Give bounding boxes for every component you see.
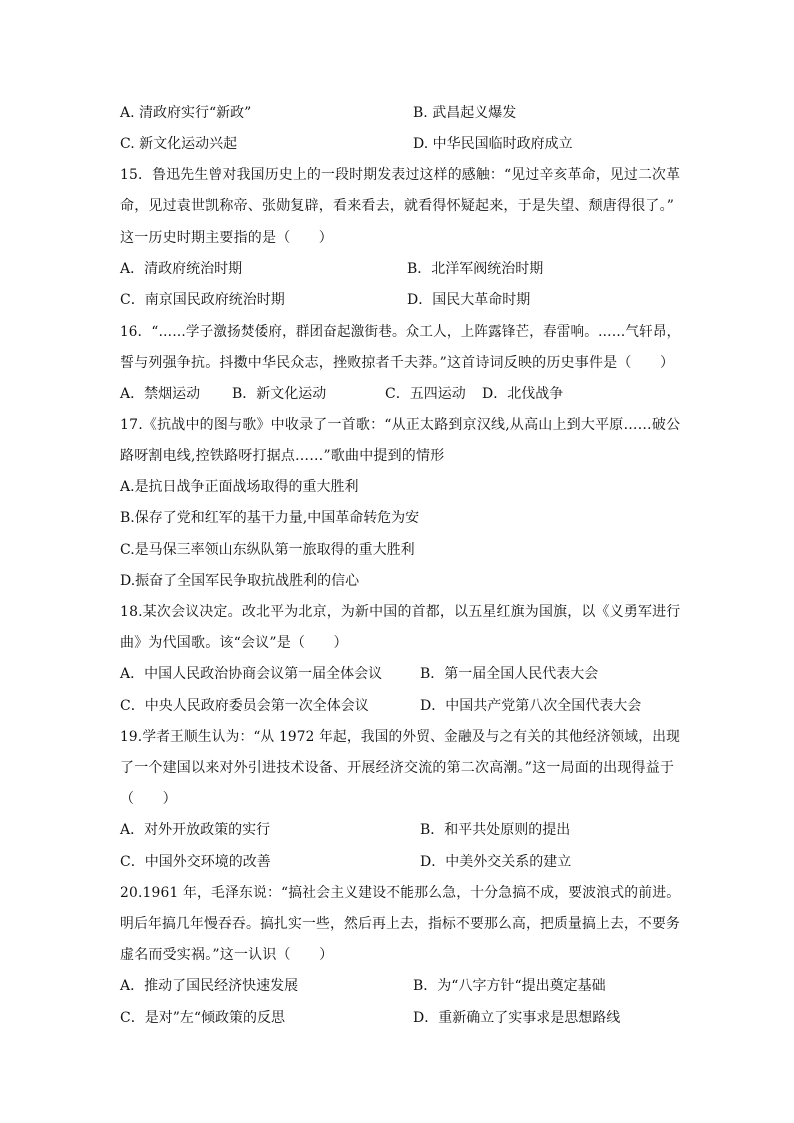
q18-option-d: D．中国共产党第八次全国代表大会 [420, 698, 642, 714]
q16-option-d: D．北伐战争 [482, 386, 564, 402]
q15-stem-line: 命，见过袁世凯称帝、张勋复辟，看来看去，就看得怀疑起来，于是失望、颓唐得很了。” [120, 198, 675, 214]
q19-stem-line: 19.学者王顺生认为：“从 1972 年起，我国的外贸、金融及与之有关的其他经济领域，出现 [120, 729, 680, 745]
q19-stem-line: （ ） [120, 791, 177, 807]
q19-option-b: B．和平共处原则的提出 [420, 822, 571, 838]
q16-stem-line: 誓与列强争抗。抖擞中华民众志，挫败掠者千夫莽。”这首诗词反映的历史事件是（ ） [120, 355, 675, 371]
q17-stem-line: 17.《抗战中的图与歌》中收录了一首歌：“从正太路到京汉线,从高山上到大平原……破公 [120, 417, 681, 433]
q17-option-b: B.保存了党和红军的基干力量,中国革命转危为安 [120, 510, 420, 526]
q20-stem-line: 明后年搞几年慢吞吞。搞扎实一些，然后再上去，指标不要那么高，把质量搞上去，不要务 [120, 916, 680, 932]
q20-option-d: D．重新确立了实事求是思想路线 [413, 1010, 621, 1026]
q17-stem-line: 路呀割电线,控铁路呀打据点……”歌曲中提到的情形 [120, 448, 445, 464]
q19-stem-line: 了一个建国以来对外引进技术设备、开展经济交流的第二次高潮。”这一局面的出现得益于 [120, 760, 675, 776]
q17-option-a: A.是抗日战争正面战场取得的重大胜利 [120, 479, 359, 495]
q20-option-a: A．推动了国民经济快速发展 [120, 978, 299, 994]
q16-option-c: C．五四运动 [385, 386, 466, 402]
q15-option-b: B．北洋军阀统治时期 [407, 261, 544, 277]
q14-option-d: D. 中华民国临时政府成立 [413, 136, 573, 152]
q18-option-a: A．中国人民政治协商会议第一届全体会议 [120, 666, 383, 682]
q20-option-c: C．是对”左“倾政策的反思 [120, 1010, 286, 1026]
q17-option-d: D.振奋了全国军民争取抗战胜利的信心 [120, 573, 360, 589]
q15-option-c: C．南京国民政府统治时期 [120, 292, 285, 308]
q15-option-a: A．清政府统治时期 [120, 261, 243, 277]
q14-option-c: C. 新文化运动兴起 [120, 136, 238, 152]
q19-option-a: A．对外开放政策的实行 [120, 822, 271, 838]
q19-option-c: C．中国外交环境的改善 [120, 854, 271, 870]
q18-stem-line: 18.某次会议决定。改北平为北京，为新中国的首都，以五星红旗为国旗，以《义勇军进行 [120, 604, 681, 620]
q14-option-a: A. 清政府实行“新政” [120, 105, 252, 121]
q14-option-b: B. 武昌起义爆发 [413, 105, 517, 121]
q15-stem-line: 15．鲁迅先生曾对我国历史上的一段时期发表过这样的感触：“见过辛亥革命，见过二次革 [120, 167, 681, 183]
q20-stem-line: 虚名而受实祸。”这一认识（ ） [120, 947, 334, 963]
q18-stem-line: 曲》为代国歌。该“会议”是（ ） [120, 635, 348, 651]
q15-stem-line: 这一历史时期主要指的是（ ） [120, 230, 333, 246]
q15-option-d: D．国民大革命时期 [407, 292, 531, 308]
q20-option-b: B．为“八字方针“提出奠定基础 [413, 978, 606, 994]
q16-option-b: B．新文化运动 [232, 386, 327, 402]
q16-stem-line: 16．“……学子激扬焚倭府，群团奋起激街巷。众工人，上阵露锋芒，春雷响。……气轩昂， [120, 324, 681, 340]
q17-option-c: C.是马保三率领山东纵队第一旅取得的重大胜利 [120, 542, 415, 558]
q16-option-a: A．禁烟运动 [120, 386, 201, 402]
q20-stem-line: 20.1961 年，毛泽东说：“搞社会主义建设不能那么急，十分急搞不成，要波浪式的前进。 [120, 885, 681, 901]
q18-option-b: B．第一届全国人民代表大会 [420, 666, 599, 682]
q18-option-c: C．中央人民政府委员会第一次全体会议 [120, 698, 369, 714]
q19-option-d: D．中美外交关系的建立 [420, 854, 572, 870]
